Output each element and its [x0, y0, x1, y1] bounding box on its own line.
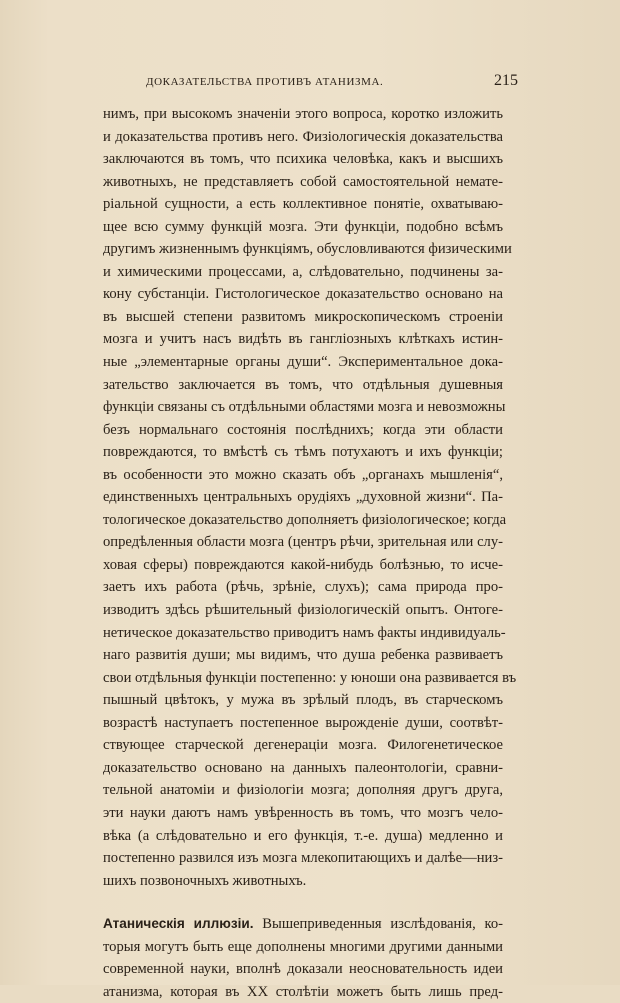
text-line: повреждаются, то вмѣстѣ съ тѣмъ потухаютъ и ихъ функціи; [103, 444, 503, 461]
text-line: мозга и учитъ насъ видѣть въ гангліозныхъ клѣткахъ истин- [103, 331, 503, 348]
text-line: наго развитія души; мы видимъ, что душа ребенка развиваетъ [103, 647, 503, 664]
text-line-rest: Вышеприведенныя изслѣдованія, ко- [262, 916, 503, 933]
text-line: заетъ ихъ работа (рѣчь, зрѣніе, слухъ); сама природа про- [103, 579, 503, 596]
text-line: современной науки, вполнѣ доказали неосновательность идеи [103, 961, 503, 978]
paragraph-2 [103, 913, 503, 1003]
text-line: заключаются въ томъ, что психика человѣка, какъ и высшихъ [103, 151, 503, 168]
text-line: ховая сферы) повреждаются какой-нибудь болѣзнью, то исче- [103, 556, 503, 573]
text-line: ные „элементарные органы души“. Экспериментальное дока- [103, 354, 503, 371]
text-line: торыя могутъ быть еще дополнены многими другими данными [103, 938, 503, 955]
paragraph-gap [103, 892, 503, 913]
text-line: ріальной сущности, а есть коллективное понятіе, охватываю- [103, 196, 503, 213]
text-line: тологическое доказательство дополняетъ физіологическое; когда [103, 511, 507, 528]
section-heading: Атаническія иллюзіи. [103, 916, 254, 932]
text-line: свои отдѣльныя функціи постепенно: у юноши она развивается въ [103, 669, 517, 686]
page-number: 215 [494, 72, 518, 89]
page-header [100, 72, 518, 94]
text-line: и химическими процессами, а, слѣдовательно, подчинены за- [103, 263, 503, 280]
body-text [103, 103, 517, 1003]
text-line: возрастѣ наступаетъ постепенное вырожденіе души, соотвѣт- [103, 714, 503, 731]
text-line: другимъ жизненнымъ функціямъ, обусловливаются физическими [103, 241, 512, 258]
text-line: вѣка (а слѣдовательно и его функція, т.-е. душа) медленно и [103, 827, 503, 844]
text-line: функціи связаны съ отдѣльными областями мозга и невозможны [103, 399, 506, 416]
text-line: опредѣленныя области мозга (центръ рѣчи, зрительная или слу- [103, 534, 503, 551]
text-line: тельной анатоміи и физіологіи мозга; дополняя другъ друга, [103, 782, 503, 799]
text-line: безъ нормальнаго состоянія послѣднихъ; когда эти области [103, 421, 503, 438]
text-line: изводитъ здѣсь рѣшительный физіологическій опытъ. Онтоге- [103, 602, 503, 619]
text-line: въ высшей степени развитомъ микроскопическомъ строеніи [103, 308, 503, 325]
text-line [103, 913, 503, 936]
text-line: кону субстанціи. Гистологическое доказательство основано на [103, 286, 503, 303]
running-head: ДОКАЗАТЕЛЬСТВА ПРОТИВЪ АТАНИЗМА. [146, 76, 384, 88]
text-line: атанизма, которая въ XX столѣтіи можетъ быть лишь пред- [103, 983, 503, 1000]
text-line: нетическое доказательство приводитъ намъ факты индивидуаль- [103, 624, 506, 641]
text-line: доказательство основано на данныхъ палеонтологіи, сравни- [103, 759, 503, 776]
text-line: единственныхъ центральныхъ орудіяхъ „духовной жизни“. Па- [103, 489, 503, 506]
text-line: животныхъ, не представляетъ собой самостоятельной немате- [103, 173, 503, 190]
text-line: пышный цвѣтокъ, у мужа въ зрѣлый плодъ, въ старческомъ [103, 692, 503, 709]
text-line: постепенно развился изъ мозга млекопитающихъ и далѣе—низ- [103, 850, 503, 867]
text-line: и доказательства противъ него. Физіологическія доказательства [103, 128, 503, 145]
text-line: эти науки даютъ намъ увѣренность въ томъ, что мозгъ чело- [103, 804, 503, 821]
text-line: въ особенности это можно сказать объ „органахъ мышленія“, [103, 466, 503, 483]
paragraph-1 [103, 103, 517, 892]
text-line: щее всю сумму функцій мозга. Эти функціи, подобно всѣмъ [103, 218, 503, 235]
text-line: ствующее старческой дегенераціи мозга. Филогенетическое [103, 737, 503, 754]
text-line: шихъ позвоночныхъ животныхъ. [103, 872, 307, 889]
text-line: нимъ, при высокомъ значеніи этого вопроса, коротко изложить [103, 106, 503, 122]
text-line: зательство заключается въ томъ, что отдѣльныя душевныя [103, 376, 503, 393]
